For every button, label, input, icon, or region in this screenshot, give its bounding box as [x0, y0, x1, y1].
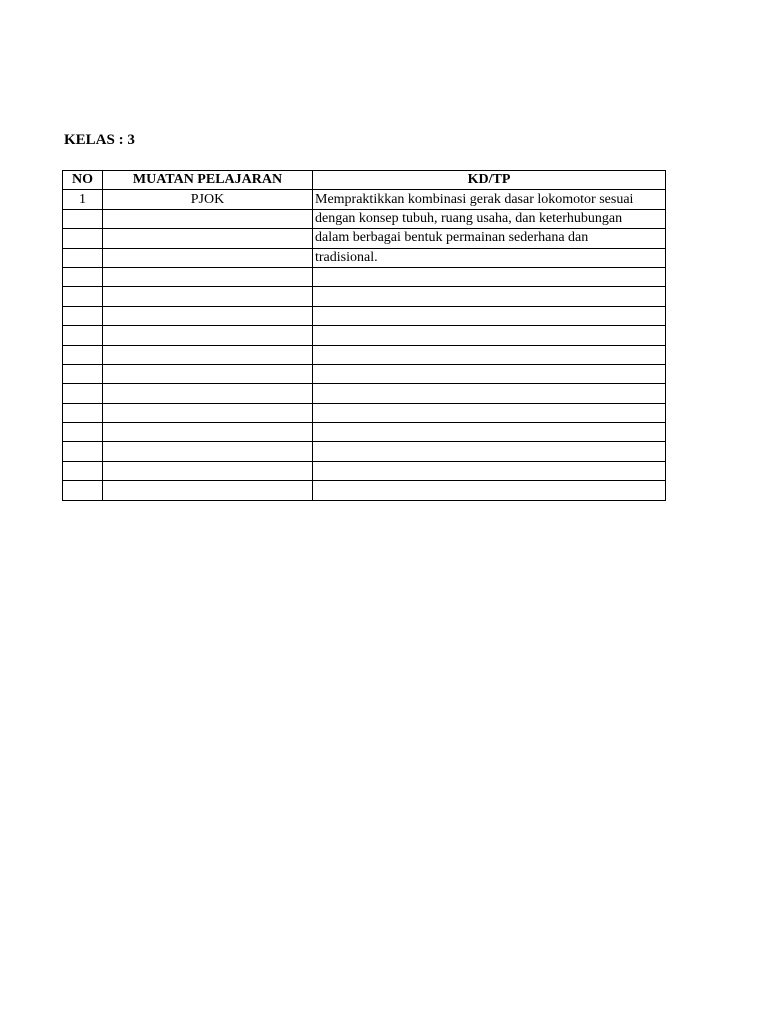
cell-no	[63, 267, 103, 286]
cell-muatan-pelajaran	[103, 364, 313, 383]
cell-no	[63, 326, 103, 345]
cell-muatan-pelajaran	[103, 306, 313, 325]
cell-kd-tp	[313, 403, 666, 422]
cell-muatan-pelajaran	[103, 481, 313, 500]
cell-no	[63, 481, 103, 500]
cell-kd-tp	[313, 267, 666, 286]
column-header-no: NO	[63, 171, 103, 190]
cell-muatan-pelajaran	[103, 248, 313, 267]
table-row	[63, 190, 666, 209]
column-header-muatan-pelajaran: MUATAN PELAJARAN	[103, 171, 313, 190]
cell-muatan-pelajaran	[103, 442, 313, 461]
table-row	[63, 364, 666, 383]
cell-no	[63, 442, 103, 461]
cell-no	[63, 461, 103, 480]
table-body	[63, 190, 666, 500]
page-title: KELAS : 3	[64, 132, 135, 148]
cell-kd-tp	[313, 461, 666, 480]
column-header-kd-tp: KD/TP	[313, 171, 666, 190]
cell-kd-tp	[313, 384, 666, 403]
table-row	[63, 481, 666, 500]
cell-muatan-pelajaran	[103, 287, 313, 306]
table-row	[63, 306, 666, 325]
table-row	[63, 267, 666, 286]
cell-kd-tp	[313, 287, 666, 306]
cell-muatan-pelajaran	[103, 461, 313, 480]
cell-no	[63, 306, 103, 325]
cell-muatan-pelajaran	[103, 267, 313, 286]
cell-muatan-pelajaran	[103, 209, 313, 228]
table-row	[63, 229, 666, 248]
subject-table	[62, 170, 666, 501]
cell-kd-tp: dalam berbagai bentuk permainan sederhana dan	[313, 229, 666, 248]
table-row	[63, 326, 666, 345]
cell-kd-tp	[313, 326, 666, 345]
table-row	[63, 442, 666, 461]
cell-muatan-pelajaran	[103, 326, 313, 345]
cell-kd-tp: tradisional.	[313, 248, 666, 267]
cell-kd-tp: dengan konsep tubuh, ruang usaha, dan keterhubungan	[313, 209, 666, 228]
cell-kd-tp	[313, 481, 666, 500]
table-row	[63, 209, 666, 228]
table-header-row	[63, 171, 666, 190]
cell-no	[63, 248, 103, 267]
cell-muatan-pelajaran	[103, 423, 313, 442]
table-row	[63, 384, 666, 403]
cell-no	[63, 287, 103, 306]
table-row	[63, 461, 666, 480]
cell-no: 1	[63, 190, 103, 209]
cell-kd-tp	[313, 345, 666, 364]
cell-kd-tp	[313, 364, 666, 383]
table-row	[63, 287, 666, 306]
cell-no	[63, 403, 103, 422]
table-row	[63, 403, 666, 422]
cell-no	[63, 209, 103, 228]
cell-no	[63, 345, 103, 364]
cell-no	[63, 364, 103, 383]
cell-kd-tp	[313, 306, 666, 325]
cell-kd-tp	[313, 442, 666, 461]
cell-kd-tp: Mempraktikkan kombinasi gerak dasar lokomotor sesuai	[313, 190, 666, 209]
cell-muatan-pelajaran	[103, 384, 313, 403]
table-row	[63, 248, 666, 267]
table-row	[63, 345, 666, 364]
cell-no	[63, 229, 103, 248]
cell-muatan-pelajaran	[103, 229, 313, 248]
cell-no	[63, 384, 103, 403]
cell-no	[63, 423, 103, 442]
cell-muatan-pelajaran: PJOK	[103, 190, 313, 209]
cell-muatan-pelajaran	[103, 403, 313, 422]
cell-muatan-pelajaran	[103, 345, 313, 364]
cell-kd-tp	[313, 423, 666, 442]
table-row	[63, 423, 666, 442]
